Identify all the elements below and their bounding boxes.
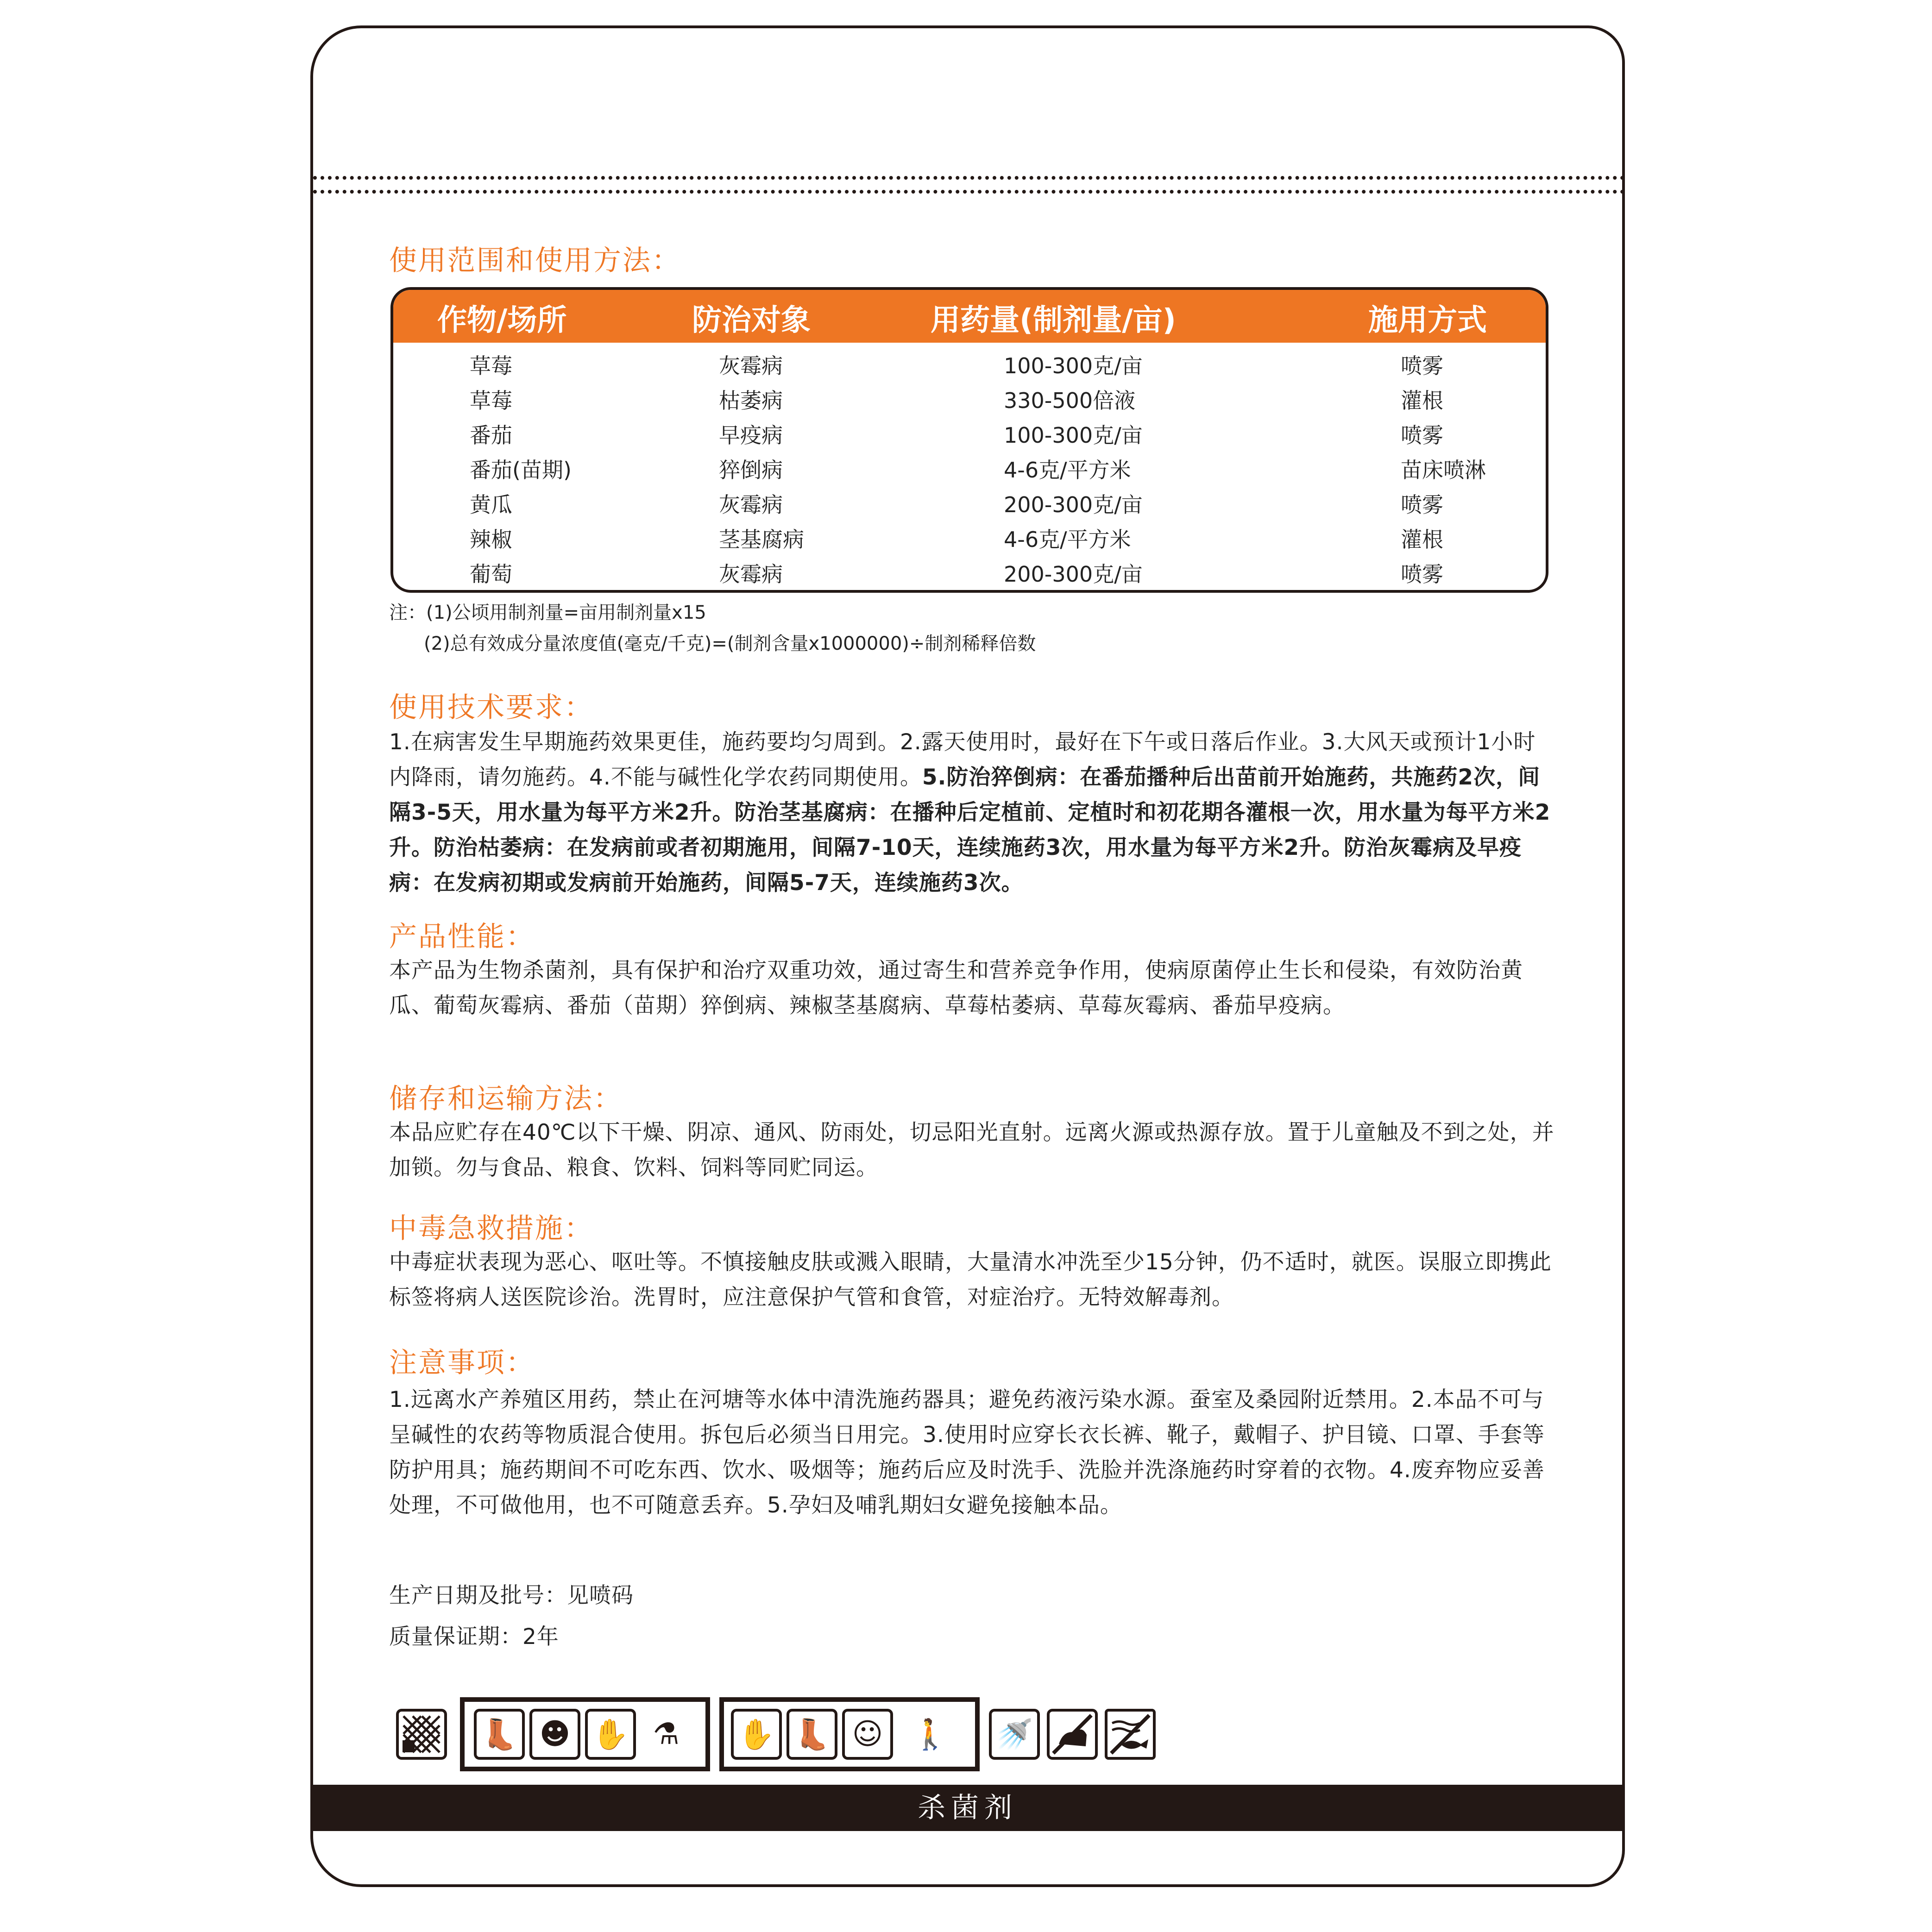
gloves-icon: ✋: [731, 1709, 782, 1760]
table-row: [393, 419, 1546, 453]
mixing-icon: ⚗: [641, 1709, 692, 1760]
cell-method: 苗床喷淋: [1401, 458, 1486, 483]
table-row: [393, 488, 1546, 523]
table-row: [393, 558, 1546, 592]
storage-paragraph: 本品应贮存在40℃以下干燥、阴凉、通风、防雨处，切忌阳光直射。远离火源或热源存放。置于儿童触及不到之处，并加锁。勿与食品、粮食、饮料、饲料等同贮同运。: [389, 1120, 1554, 1180]
table-row: [393, 349, 1546, 384]
firstaid-paragraph: 中毒症状表现为恶心、呕吐等。不慎接触皮肤或溅入眼睛，大量清水冲洗至少15分钟，仍不适时，就医。误服立即携此标签将病人送医院诊治。洗胃时，应注意保护气管和食管，对症治疗。无特效解毒剂。: [389, 1249, 1552, 1310]
cell-target: 猝倒病: [719, 458, 783, 483]
cell-dosage: 100-300克/亩: [1004, 423, 1143, 448]
cell-dosage: 4-6克/平方米: [1004, 527, 1131, 552]
usage-table: [390, 287, 1548, 593]
cell-method: 灌根: [1401, 388, 1443, 413]
cell-crop: 草莓: [470, 388, 512, 413]
cell-crop: 黄瓜: [470, 492, 512, 517]
table-header: [393, 290, 1546, 343]
no-fish-icon: [1105, 1709, 1156, 1760]
spraying-icon: 🚶: [905, 1709, 956, 1760]
tech-bold-text: 5.防治猝倒病：在番茄播种后出苗前开始施药，共施药2次，间隔3-5天，用水量为每平方米2升。防治茎基腐病：在播种后定植前、定植时和初花期各灌根一次，用水量为每平方米2升。防治枯萎病：在发病前或者初期施用，间隔7-10天，连续施药3次，用水量为每平方米2升。防治灰霉病及早疫病：在发病初期或发病前开始施药，间隔5-7天，连续施药3次。: [389, 765, 1551, 896]
face-shield-icon: ☻: [529, 1709, 580, 1760]
performance-paragraph: 本产品为生物杀菌剂，具有保护和治疗双重功效，通过寄生和营养竞争作用，使病原菌停止生长和侵染，有效防治黄瓜、葡萄灰霉病、番茄（苗期）猝倒病、辣椒茎基腐病、草莓枯萎病、草莓灰霉病、番茄早疫病。: [389, 958, 1523, 1018]
boots-icon: 👢: [474, 1709, 525, 1760]
boots-icon: 👢: [787, 1709, 837, 1760]
tech-text: 1.在病害发生早期施药效果更佳，施药要均匀周到。2.露天使用时，最好在下午或日落后作业。3.大风天或预计1小时内降雨，请勿施药。4.不能与碱性化学农药同期使用。: [389, 729, 1536, 790]
cell-dosage: 200-300克/亩: [1004, 492, 1143, 517]
wash-icon: 🚿: [989, 1709, 1040, 1760]
cell-crop: 辣椒: [470, 527, 512, 552]
firstaid-heading: 中毒急救措施：: [389, 1212, 593, 1245]
header-method: 施用方式: [1368, 303, 1487, 338]
category-bar: 杀菌剂: [310, 1785, 1625, 1831]
cautions-paragraph: 1.远离水产养殖区用药，禁止在河塘等水体中清洗施药器具；避免药液污染水源。蚕室及桑园附近禁用。2.本品不可与呈碱性的农药等物质混合使用。拆包后必须当日用完。3.使用时应穿长衣长裤、靴子，戴帽子、护目镜、口罩、手套等防护用具；施药期间不可吃东西、饮水、吸烟等；施药后应及时洗手、洗脸并洗涤施药时穿着的衣物。4.废弃物应妥善处理，不可做他用，也不可随意丢弃。5.孕妇及哺乳期妇女避免接触本品。: [389, 1387, 1545, 1518]
storage-lock-icon: [396, 1709, 447, 1760]
cell-target: 枯萎病: [719, 388, 783, 413]
header-dosage: 用药量(制剂量/亩): [931, 303, 1176, 338]
cell-dosage: 200-300克/亩: [1004, 562, 1143, 587]
production-date: 生产日期及批号：见喷码: [389, 1583, 634, 1608]
cell-crop: 草莓: [470, 353, 512, 378]
cell-target: 灰霉病: [719, 562, 783, 587]
storage-heading: 储存和运输方法：: [389, 1083, 623, 1115]
dotted-divider: [313, 176, 1625, 180]
performance-heading: 产品性能：: [389, 921, 535, 953]
cell-dosage: 4-6克/平方米: [1004, 458, 1131, 483]
header-crop: 作物/场所: [437, 303, 567, 338]
table-row: [393, 523, 1546, 558]
cell-dosage: 330-500倍液: [1004, 388, 1136, 413]
tech-heading: 使用技术要求：: [389, 691, 593, 724]
usage-heading: 使用范围和使用方法：: [389, 245, 681, 277]
header-target: 防治对象: [692, 303, 811, 338]
cell-method: 喷雾: [1401, 353, 1443, 378]
no-livestock-icon: [1047, 1709, 1098, 1760]
tech-paragraph: [389, 725, 1556, 901]
cell-target: 灰霉病: [719, 492, 783, 517]
shelf-life: 质量保证期：2年: [389, 1624, 559, 1650]
cell-target: 茎基腐病: [719, 527, 804, 552]
note-line-1: 注：(1)公顷用制剂量=亩用制剂量x15: [389, 602, 706, 623]
note-line-2: (2)总有效成分量浓度值(毫克/千克)=(制剂含量x1000000)÷制剂稀释倍数: [424, 633, 1036, 654]
cell-method: 灌根: [1401, 527, 1443, 552]
dotted-divider: [313, 190, 1625, 194]
cell-dosage: 100-300克/亩: [1004, 353, 1143, 378]
cell-method: 喷雾: [1401, 492, 1443, 517]
mask-icon: ☺: [842, 1709, 893, 1760]
cell-crop: 番茄(苗期): [470, 458, 572, 483]
cell-target: 早疫病: [719, 423, 783, 448]
table-row: [393, 453, 1546, 488]
cell-crop: 番茄: [470, 423, 512, 448]
gloves-icon: ✋: [585, 1709, 636, 1760]
cautions-heading: 注意事项：: [389, 1347, 535, 1379]
cell-method: 喷雾: [1401, 562, 1443, 587]
cell-method: 喷雾: [1401, 423, 1443, 448]
cell-crop: 葡萄: [470, 562, 512, 587]
table-row: [393, 384, 1546, 419]
cell-target: 灰霉病: [719, 353, 783, 378]
